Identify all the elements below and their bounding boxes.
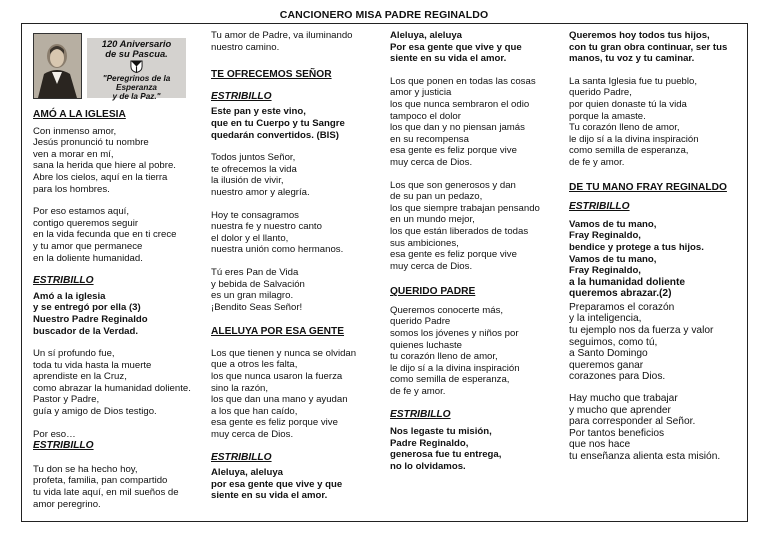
- verse: Los que tienen y nunca se olvidan que a otros les falta, los que nunca usaron la fuerza sino la razón, los que dan una mano y ayudan a los que han caído, esa gente es feliz porque vive muy cerca de Dios.: [211, 347, 357, 441]
- verse-bold: Queremos hoy todos tus hijos, con tu gran obra continuar, ser tus manos, tu voz y tu caminar.: [569, 30, 728, 65]
- column-1: [33, 30, 203, 521]
- verse: Tú eres Pan de Vida y bebida de Salvación es un gran milagro. ¡Bendito Seas Señor!: [211, 266, 305, 313]
- verse: Queremos conocerte más, querido Padre somos los jóvenes y niños por quienes luchaste tu corazón lleno de amor, le dijo sí a la divina inspiración como semilla de esperanza, de fe y amor.: [390, 304, 520, 398]
- anniversary-banner: [87, 38, 186, 102]
- song-heading-aleluya: ALELUYA POR ESA GENTE: [211, 326, 345, 338]
- chorus-text: Aleluya, aleluya Por esa gente que vive y que siente en su vida el amor.: [390, 30, 522, 65]
- verse: Hay mucho que trabajar y mucho que aprender para corresponder al Señor. Por tantos beneficios que nos hace tu enseñanza alienta esta misión.: [569, 393, 721, 462]
- chorus-text: Vamos de tu mano, Fray Reginaldo, bendice y protege a tus hijos. Vamos de tu mano, Fray Reginaldo,: [569, 218, 704, 277]
- chorus-text: Aleluya, aleluya por esa gente que vive y que siente en su vida el amor.: [211, 467, 343, 502]
- column-2: [211, 30, 383, 513]
- priest-portrait-icon: [33, 33, 82, 99]
- verse: Los que ponen en todas las cosas amor y justicia los que nunca sembraron el odio tampoco el dolor los que dan y no piensan jamás en su recompensa esa gente es feliz porque vive muy cerca de Dios.: [390, 75, 536, 168]
- song-heading-ofrecemos: TE OFRECEMOS SEÑOR: [211, 69, 332, 81]
- chorus-label: ESTRIBILLO: [569, 201, 630, 213]
- verse: Con inmenso amor, Jesús pronunció tu nombre ven a morar en mí, sana la herida que hiere al pobre. Abre los cielos, aquí en la tierra para los hombres.: [33, 125, 176, 195]
- song-heading-amo: AMÓ A LA IGLESIA: [33, 109, 126, 120]
- chorus-label: ESTRIBILLO: [211, 90, 272, 102]
- chorus-text: Nos legaste tu misión, Padre Reginaldo, generosa fue tu entrega, no lo olvidamos.: [390, 426, 502, 472]
- header-block: [33, 30, 203, 100]
- verse: Hoy te consagramos nuestra fe y nuestro canto el dolor y el llanto, nuestra unión como hermanos.: [211, 209, 344, 256]
- song-heading-de-tu-mano: DE TU MANO FRAY REGINALDO: [569, 181, 727, 193]
- chorus-text: Este pan y este vino, que en tu Cuerpo y tu Sangre quedarán convertidos. (BIS): [211, 106, 345, 141]
- column-3: [390, 30, 562, 484]
- verse: Por eso estamos aquí, contigo queremos seguir en la vida fecunda que en ti crece y tu amor que permanece en la doliente humanidad.: [33, 206, 177, 264]
- verse: Tu don se ha hecho hoy, profeta, familia, pan compartido tu vida late aquí, en mil sueños de amor peregrino.: [33, 463, 179, 510]
- verse: Por eso…: [33, 428, 76, 440]
- chorus-label: ESTRIBILLO: [211, 451, 272, 463]
- verse: Preparamos el corazón y la inteligencia, tu ejemplo nos da fuerza y valor seguimos, como tú, a Santo Domingo queremos ganar corazones para Dios.: [569, 301, 714, 383]
- column-4: [569, 30, 744, 474]
- chorus-label: ESTRIBILLO: [390, 408, 451, 420]
- verse: Los que son generosos y dan de su pan un pedazo, los que siempre trabajan pensando en un mundo mejor, los que están liberados de todas sus ambiciones, esa gente es feliz porque vive muy cerca de Dios.: [390, 179, 540, 272]
- verse: Un sí profundo fue, toda tu vida hasta la muerte aprendiste en la Cruz, como abrazar la humanidad doliente. Pastor y Padre, guía y amigo de Dios testigo.: [33, 348, 191, 418]
- motto-text: "Peregrinos de la Esperanza y de la Paz.": [102, 74, 171, 102]
- page-title: CANCIONERO MISA PADRE REGINALDO: [279, 9, 489, 21]
- chorus-text: Amó a la iglesia y se entregó por ella (3) Nuestro Padre Reginaldo buscador de la Verdad.: [33, 290, 148, 337]
- anniversary-text: 120 Aniversario de su Pascua.: [101, 38, 172, 60]
- dominican-shield-icon: [130, 60, 143, 73]
- verse: Tu amor de Padre, va iluminando nuestro camino.: [211, 30, 353, 53]
- chorus-text: a la humanidad doliente queremos abrazar.(2): [569, 276, 686, 300]
- chorus-label: ESTRIBILLO: [33, 275, 94, 287]
- verse: La santa Iglesia fue tu pueblo, querido Padre, por quien donaste tú la vida porque la amaste. Tu corazón lleno de amor, le dijo sí a la divina inspiración como semilla de esperanza, de fe y amor.: [569, 75, 699, 168]
- verse: Todos juntos Señor, te ofrecemos la vida la ilusión de vivir, nuestro amor y alegría.: [211, 152, 310, 198]
- chorus-label: ESTRIBILLO: [33, 440, 94, 452]
- song-heading-querido-padre: QUERIDO PADRE: [390, 286, 476, 298]
